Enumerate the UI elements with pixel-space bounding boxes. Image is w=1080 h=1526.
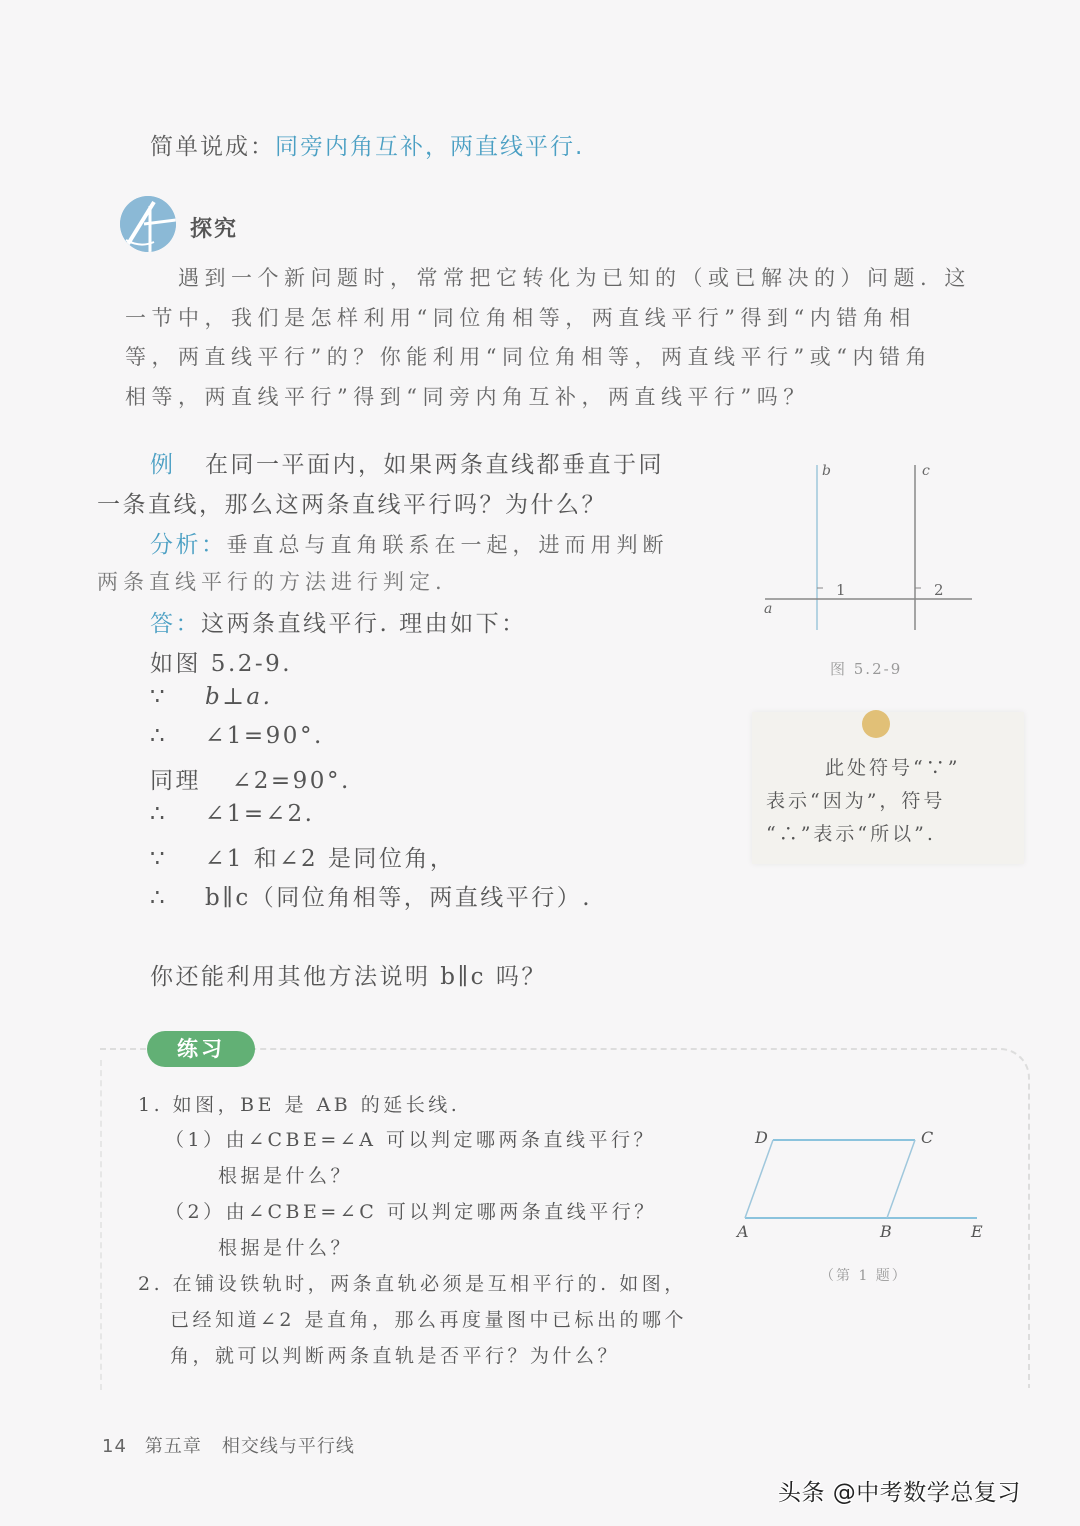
proof-step: ∵ b⊥a. xyxy=(150,684,273,710)
summary-highlight: 同旁内角互补，两直线平行. xyxy=(275,134,585,160)
explore-compass-icon xyxy=(120,196,176,252)
answer-text: 这两条直线平行. 理由如下： xyxy=(201,611,527,637)
example-answer xyxy=(150,605,527,638)
proof-step: ∴ ∠1=90°. xyxy=(150,723,324,749)
explore-title: 探究 xyxy=(190,217,239,242)
practice-question-2-line2: 已经知道∠2 是直角，那么再度量图中已标出的哪个 xyxy=(170,1309,688,1331)
svg-text:B: B xyxy=(880,1222,892,1241)
svg-text:c: c xyxy=(922,463,930,479)
figure-perpendicular-lines xyxy=(760,455,980,635)
example-question xyxy=(150,446,664,479)
svg-text:E: E xyxy=(971,1222,983,1241)
figure1-caption: 图 5.2-9 xyxy=(830,660,903,678)
similarly-label: 同理 xyxy=(150,768,201,794)
proof-step: ∵ ∠1 和∠2 是同位角， xyxy=(150,846,456,872)
practice-question-1: 1. 如图，BE 是 AB 的延长线. xyxy=(138,1094,461,1116)
practice-question-2: 2. 在铺设铁轨时，两条直轨必须是互相平行的. 如图， xyxy=(138,1273,687,1295)
analysis-label: 分析： xyxy=(150,532,227,558)
chapter-title: 相交线与平行线 xyxy=(221,1436,355,1457)
figure-parallelogram xyxy=(735,1125,1005,1245)
note-line: “∴”表示“所以”. xyxy=(766,823,936,845)
note-line: 此处符号“∵” xyxy=(825,757,961,779)
therefore-symbol: ∴ xyxy=(150,801,168,827)
figure2-caption: （第 1 题） xyxy=(820,1268,908,1284)
practice-question-1-2: （2）由∠CBE=∠C 可以判定哪两条直线平行？ xyxy=(165,1201,657,1223)
svg-text:C: C xyxy=(921,1128,934,1147)
example-question-line1: 在同一平面内，如果两条直线都垂直于同 xyxy=(204,452,664,478)
analysis-line2: 两条直线平行的方法进行判定. xyxy=(97,570,447,594)
followup-question: 你还能利用其他方法说明 b∥c 吗？ xyxy=(150,964,547,990)
explore-paragraph-line: 遇到一个新问题时，常常把它转化为已知的（或已解决的）问题. 这 xyxy=(178,266,971,290)
summary-line xyxy=(150,128,584,161)
proof-step: 同理 ∠2=90°. xyxy=(150,762,351,795)
note-line: 表示“因为”，符号 xyxy=(766,790,946,812)
proof-step: ∴ b∥c（同位角相等，两直线平行）. xyxy=(150,885,593,911)
svg-text:a: a xyxy=(764,601,773,617)
summary-prefix: 简单说成： xyxy=(150,134,275,160)
watermark: 头条 @中考数学总复习 xyxy=(778,1480,1021,1506)
example-analysis xyxy=(150,526,669,559)
pin-icon xyxy=(862,710,890,738)
chapter-label: 第五章 xyxy=(144,1436,202,1457)
explore-paragraph-line: 一节中，我们是怎样利用“同位角相等，两直线平行”得到“内错角相 xyxy=(125,306,916,330)
therefore-symbol: ∴ xyxy=(150,723,168,749)
svg-text:D: D xyxy=(755,1128,768,1147)
practice-question-1-1: （1）由∠CBE=∠A 可以判定哪两条直线平行？ xyxy=(165,1129,656,1151)
svg-text:A: A xyxy=(737,1222,749,1241)
analysis-line1: 垂直总与直角联系在一起，进而用判断 xyxy=(226,533,669,557)
explore-paragraph-line: 等，两直线平行”的？你能利用“同位角相等，两直线平行”或“内错角 xyxy=(125,345,932,369)
example-label: 例 xyxy=(150,452,176,478)
svg-text:2: 2 xyxy=(934,581,944,599)
practice-badge: 练习 xyxy=(147,1031,255,1067)
example-question-line2: 一条直线，那么这两条直线平行吗？为什么？ xyxy=(97,492,607,518)
therefore-symbol: ∴ xyxy=(150,885,168,911)
practice-question-1-1-b: 根据是什么？ xyxy=(218,1165,354,1187)
proof-step: 如图 5.2-9. xyxy=(150,651,293,677)
proof-step: ∴ ∠1=∠2. xyxy=(150,801,315,827)
page-number: 14 xyxy=(102,1436,127,1457)
practice-question-2-line3: 角，就可以判断两条直轨是否平行？为什么？ xyxy=(170,1345,621,1367)
explore-paragraph-line: 相等，两直线平行”得到“同旁内角互补，两直线平行”吗？ xyxy=(125,385,810,409)
because-symbol: ∵ xyxy=(150,846,168,872)
because-symbol: ∵ xyxy=(150,684,168,710)
svg-text:1: 1 xyxy=(836,581,846,599)
practice-border-left xyxy=(100,1060,102,1390)
page-footer xyxy=(102,1432,355,1458)
svg-text:b: b xyxy=(822,463,831,479)
practice-question-1-2-b: 根据是什么？ xyxy=(218,1237,354,1259)
answer-label: 答： xyxy=(150,611,201,637)
